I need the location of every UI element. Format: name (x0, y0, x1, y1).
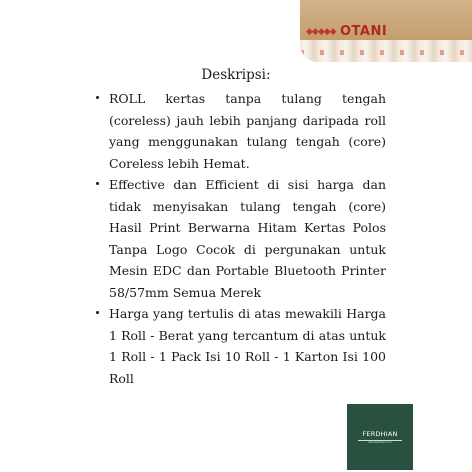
brand-label: OTANI (340, 24, 388, 39)
logo-subtitle: www.ferdhian.com (368, 441, 392, 445)
description-heading: Deskripsi: (201, 67, 271, 83)
list-item (96, 88, 386, 174)
list-item (96, 174, 386, 303)
description-list (96, 88, 386, 389)
list-item-text: Effective dan Efficient di sisi harga dan tidak menyisakan tulang tengah (core) Hasil Print Berwarna Hitam Kertas Polos Tanpa Logo Cocok di pergunakan untuk Mesin EDC dan Portable Bluetooth Printer 58/57mm Semua Merek (109, 177, 386, 300)
logo-name: FERDHIAN (362, 429, 398, 438)
roll-band (300, 50, 472, 55)
list-item-text: Harga yang tertulis di atas mewakili Harga 1 Roll - Berat yang tercantum di atas untuk 1 Roll - 1 Pack Isi 10 Roll - 1 Karton Isi 100 Roll (109, 306, 386, 386)
bullet-icon (96, 311, 99, 314)
bullet-icon (96, 182, 99, 185)
list-item (96, 303, 386, 389)
product-photo (300, 0, 472, 62)
brand-diamonds: ◆◆◆◆◆ (306, 27, 336, 37)
list-item-text: ROLL kertas tanpa tulang tengah (coreless) jauh lebih panjang daripada roll yang menggunakan tulang tengah (core) Coreless lebih Hemat. (109, 91, 386, 171)
bullet-icon (96, 96, 99, 99)
store-logo (347, 404, 413, 470)
